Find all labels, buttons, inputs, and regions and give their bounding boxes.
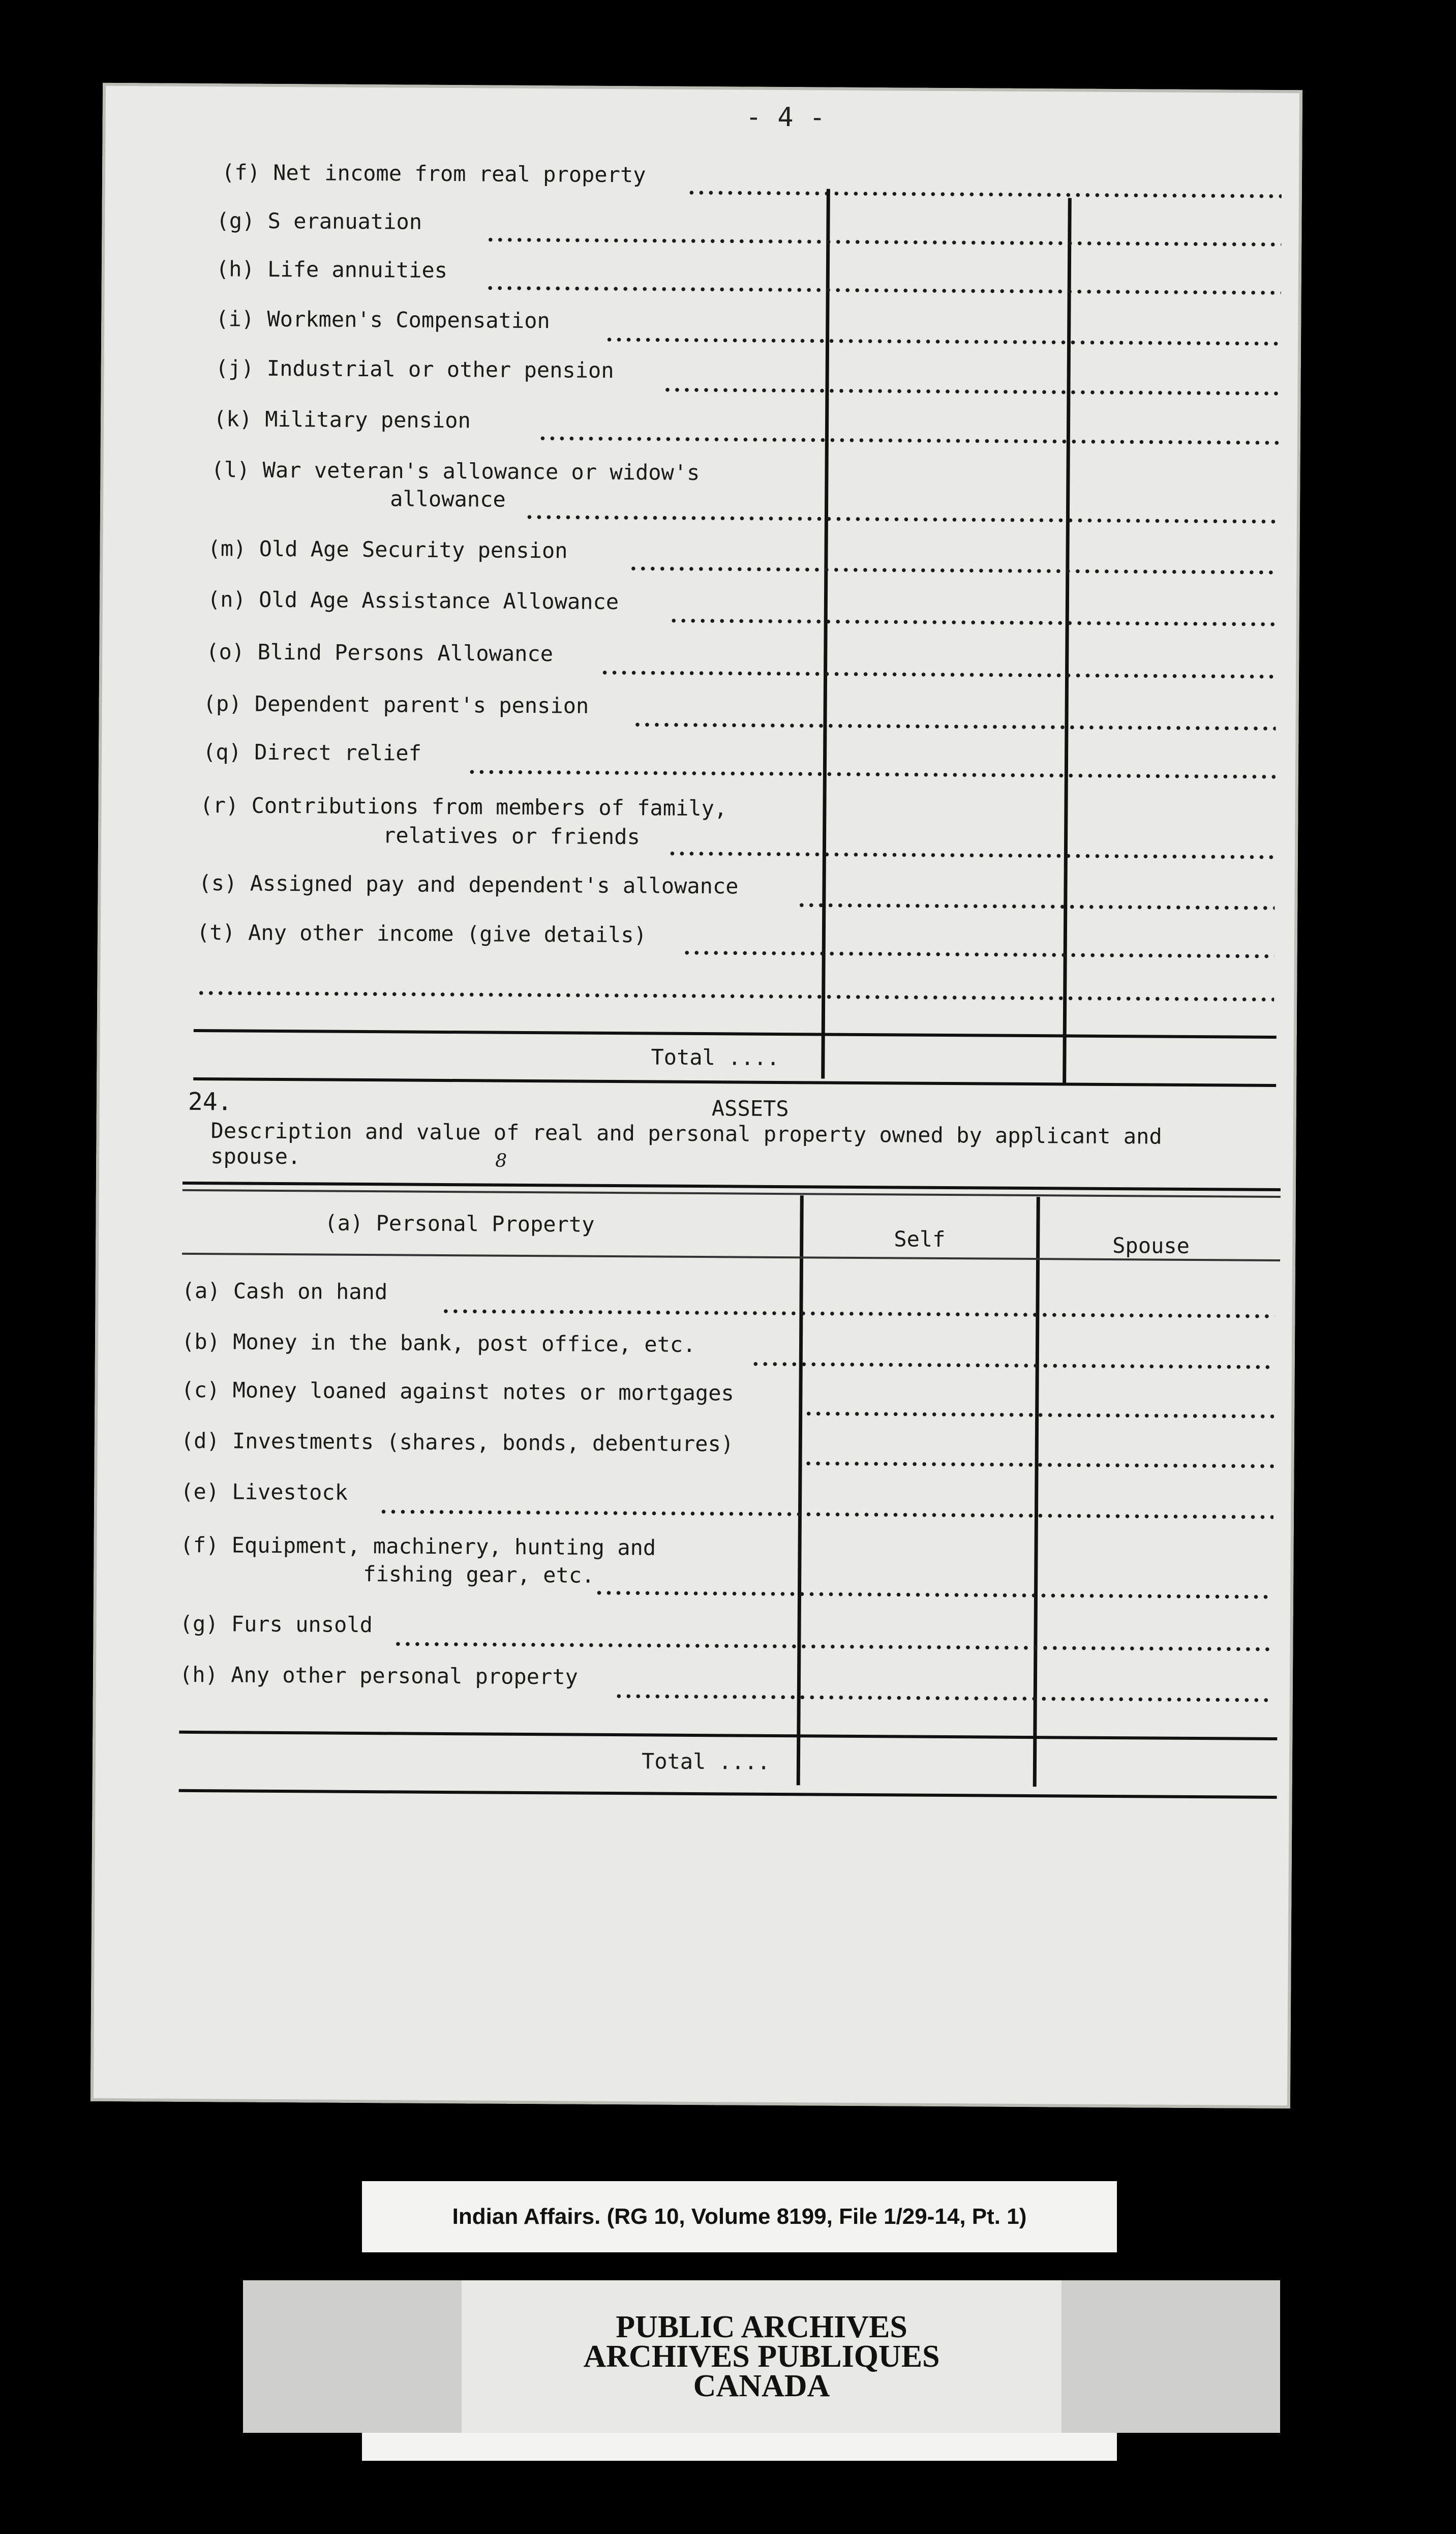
- asset-item-a: (a) Cash on hand: [181, 1278, 388, 1305]
- income-spouse-column-rule: [1063, 198, 1072, 1085]
- stamp-line-1: PUBLIC ARCHIVES: [616, 2310, 907, 2344]
- dot-leader: [486, 286, 1281, 295]
- assets-total-label: Total ....: [641, 1748, 771, 1774]
- asset-item-b: (b) Money in the bank, post office, etc.: [181, 1329, 696, 1357]
- dot-leader: [467, 770, 1276, 779]
- income-total-rule-top: [194, 1029, 1277, 1039]
- assets-number: 24.: [188, 1087, 232, 1117]
- archive-reference-label: Indian Affairs. (RG 10, Volume 8199, File 1/29-14, Pt. 1): [362, 2181, 1117, 2252]
- assets-heading: ASSETS: [711, 1096, 789, 1122]
- dot-leader: [668, 852, 1275, 859]
- income-item-f: (f) Net income from real property: [221, 160, 646, 188]
- column-header-spouse: Spouse: [1112, 1233, 1190, 1258]
- income-item-g: (g) S eranuation: [216, 208, 422, 234]
- dot-leader: [632, 722, 1276, 731]
- income-item-t: (t) Any other income (give details): [196, 919, 647, 948]
- stamp-line-2: ARCHIVES PUBLIQUES: [583, 2339, 940, 2374]
- dot-leader: [594, 1591, 1273, 1599]
- dot-leader: [525, 515, 1280, 524]
- dot-leader: [614, 1694, 1272, 1702]
- dot-leader: [441, 1309, 1275, 1318]
- form-page: [90, 83, 1302, 2108]
- asset-item-g: (g) Furs unsold: [179, 1611, 373, 1638]
- dot-leader: [196, 991, 1274, 1002]
- income-total-rule-bottom: [193, 1077, 1276, 1087]
- dot-leader: [804, 1461, 1274, 1468]
- archive-stamp-strip: [243, 2280, 1280, 2433]
- dot-leader: [797, 903, 1275, 910]
- dot-leader: [486, 237, 1281, 247]
- dot-leader: [669, 619, 1277, 626]
- stamp-line-3: CANADA: [693, 2369, 830, 2403]
- asset-item-c: (c) Money loaned against notes or mortgages: [181, 1377, 734, 1406]
- assets-total-rule-bottom: [179, 1789, 1277, 1799]
- dot-leader: [393, 1642, 1272, 1651]
- asset-item-h: (h) Any other personal property: [179, 1662, 579, 1690]
- dot-leader: [804, 1411, 1274, 1419]
- income-item-p: (p) Dependent parent's pension: [203, 691, 589, 718]
- asset-item-e: (e) Livestock: [180, 1479, 348, 1505]
- income-item-n: (n) Old Age Assistance Allowance: [207, 587, 619, 615]
- income-item-o: (o) Blind Persons Allowance: [206, 639, 554, 667]
- income-item-m: (m) Old Age Security pension: [207, 536, 568, 563]
- income-item-k: (k) Military pension: [213, 406, 471, 433]
- dot-leader: [751, 1362, 1275, 1369]
- income-item-q: (q) Direct relief: [202, 739, 422, 766]
- dot-leader: [379, 1510, 1273, 1519]
- dot-leader: [628, 566, 1277, 575]
- dot-leader: [662, 388, 1280, 396]
- assets-description-line2: spouse.: [210, 1143, 301, 1169]
- income-item-s: (s) Assigned pay and dependent's allowance: [198, 870, 739, 899]
- income-item-r: (r) Contributions from members of family,: [200, 793, 727, 821]
- assets-total-rule-top: [179, 1731, 1277, 1740]
- archive-label-bottom-strip: [362, 2433, 1117, 2461]
- asset-item-d: (d) Investments (shares, bonds, debentures): [180, 1428, 734, 1457]
- dot-leader: [538, 436, 1280, 445]
- income-item-r-line2: relatives or friends: [382, 823, 640, 850]
- dot-leader: [682, 951, 1275, 958]
- asset-item-f: (f) Equipment, machinery, hunting and: [180, 1532, 656, 1560]
- assets-description: Description and value of real and personal property owned by applicant and: [210, 1118, 1162, 1149]
- income-item-j: (j) Industrial or other pension: [215, 355, 614, 383]
- income-self-column-rule: [821, 189, 830, 1079]
- assets-header-rule-top2: [183, 1189, 1281, 1198]
- dot-leader: [600, 671, 1276, 679]
- dot-leader: [687, 191, 1282, 198]
- dot-leader: [604, 338, 1281, 346]
- archive-stamp: [462, 2280, 1061, 2433]
- asset-item-f-line2: fishing gear, etc.: [363, 1561, 595, 1588]
- handwritten-mark: 8: [495, 1150, 507, 1171]
- column-header-self: Self: [894, 1226, 946, 1252]
- income-item-h: (h) Life annuities: [216, 256, 448, 283]
- income-item-i: (i) Workmen's Compensation: [216, 306, 550, 334]
- column-header-personal-property: (a) Personal Property: [324, 1210, 595, 1237]
- income-item-l: (l) War veteran's allowance or widow's: [211, 457, 700, 486]
- page-number: - 4 -: [745, 102, 826, 133]
- income-item-l-line2: allowance: [390, 486, 506, 512]
- income-total-label: Total ....: [651, 1044, 780, 1070]
